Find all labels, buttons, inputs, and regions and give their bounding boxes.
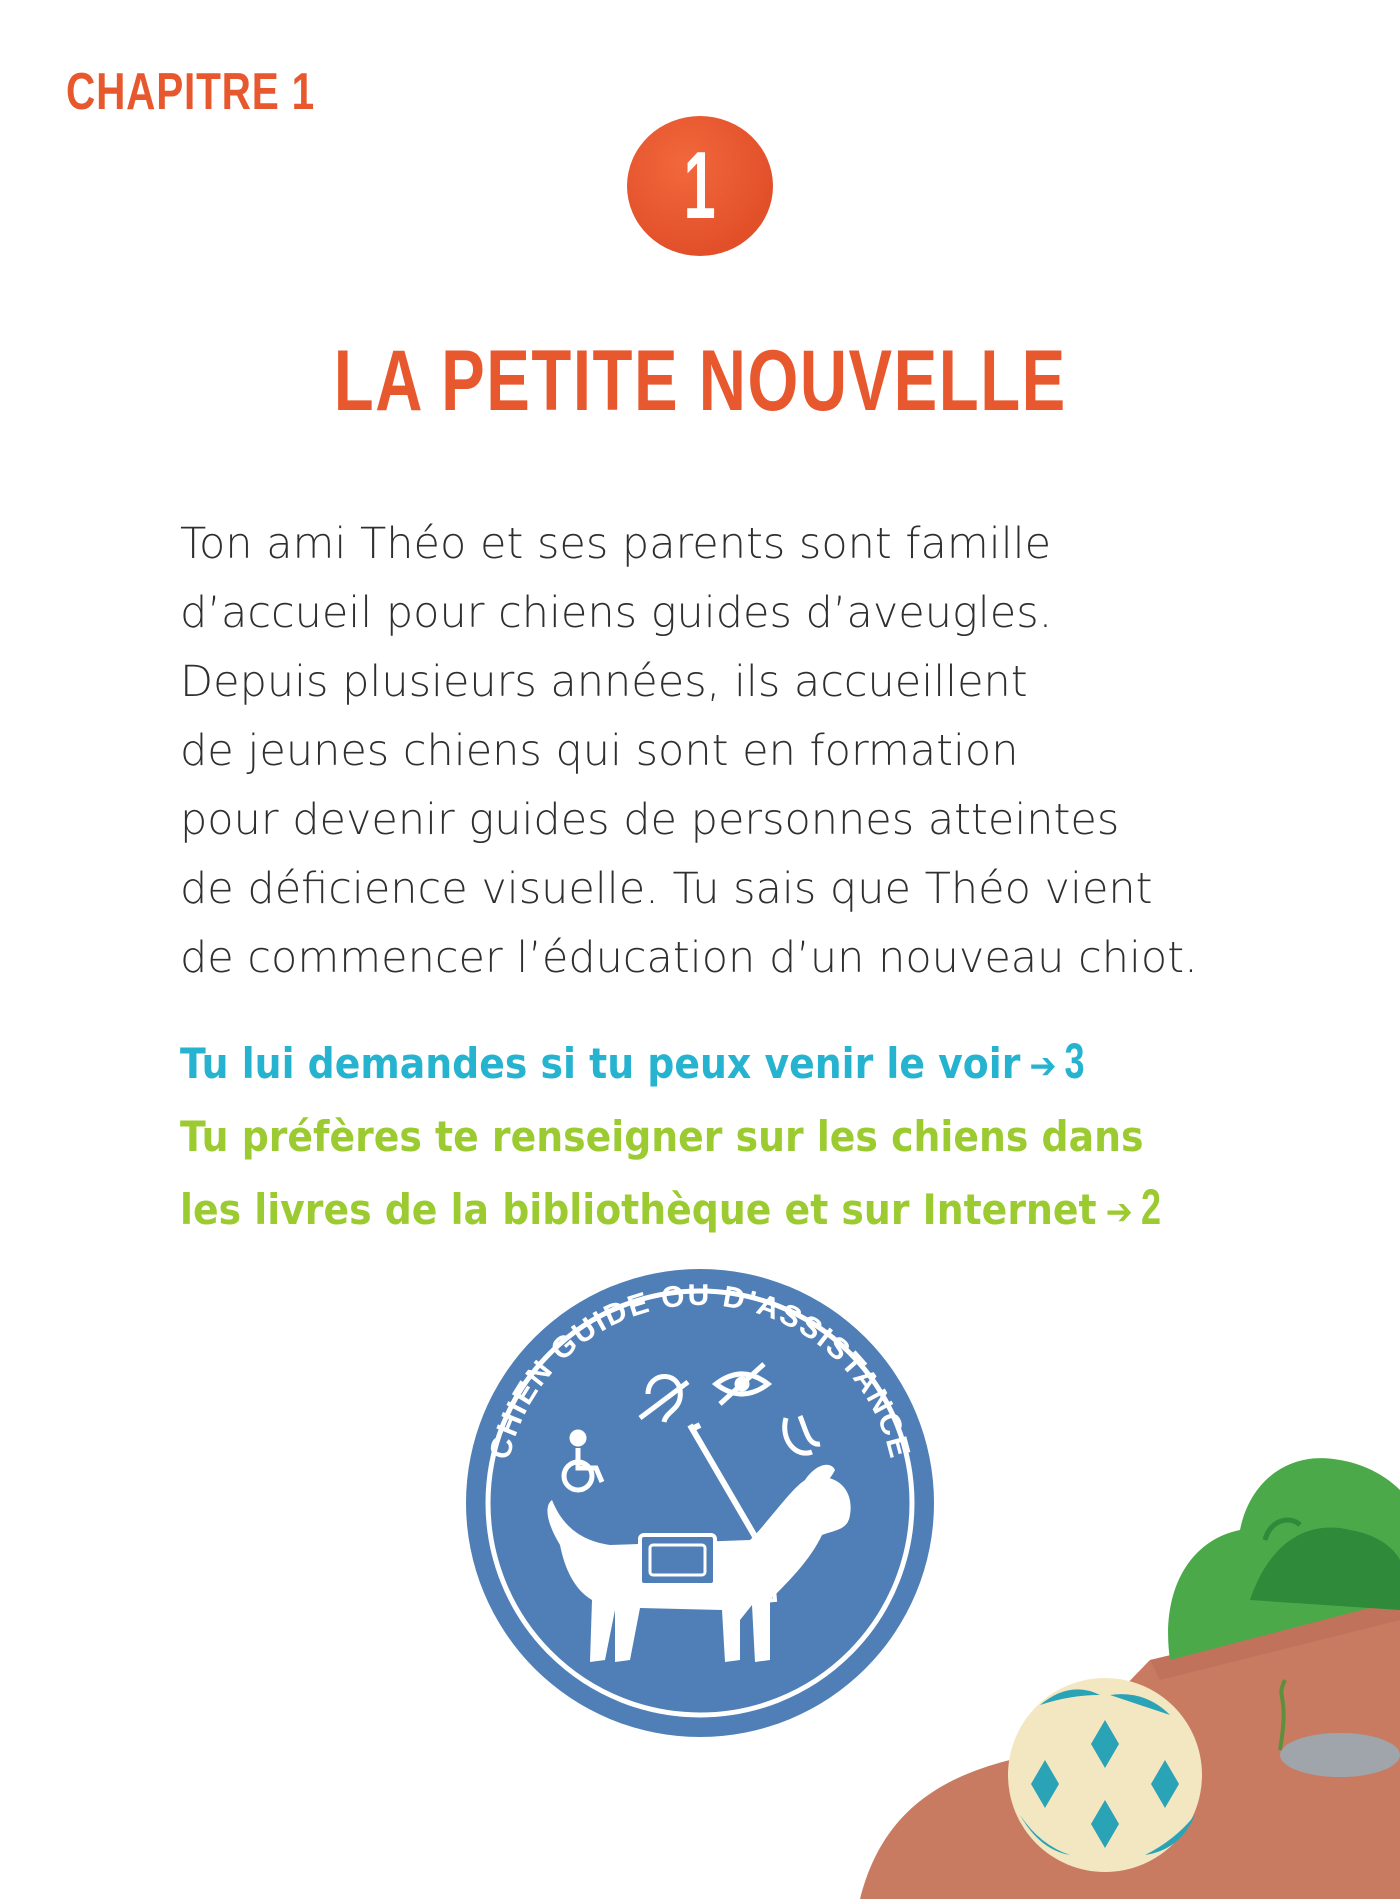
arrow-right-icon: ➔ <box>1029 1046 1057 1087</box>
choice-text: Tu lui demandes si tu peux venir le voir <box>180 1039 1021 1088</box>
story-line: de jeunes chiens qui sont en formation <box>180 726 1019 776</box>
story-line: Ton ami Théo et ses parents sont famille <box>180 519 1052 569</box>
badge-text: CHIEN GUIDE OU D’ASSISTANCE <box>483 1278 917 1463</box>
assistance-dog-badge <box>466 1269 934 1737</box>
story-line: de déficience visuelle. Tu sais que Théo vient <box>180 864 1153 914</box>
choice-text: les livres de la bibliothèque et sur Internet <box>180 1185 1097 1234</box>
chapter-title-text: LA PETITE NOUVELLE <box>333 333 1067 429</box>
story-line: pour devenir guides de personnes atteintes <box>180 795 1120 845</box>
choice-text: Tu préfères te renseigner sur les chiens dans <box>180 1112 1144 1161</box>
choice-target: 2 <box>1140 1179 1161 1235</box>
chapter-number: 1 <box>683 132 717 239</box>
ball <box>1008 1678 1202 1872</box>
story-line: Depuis plusieurs années, ils accueillent <box>180 657 1028 707</box>
story-line: de commencer l’éducation d’un nouveau chiot. <box>180 933 1198 983</box>
stone <box>1280 1733 1400 1777</box>
chapter-label: CHAPITRE 1 <box>66 63 315 121</box>
story-line: d’accueil pour chiens guides d’aveugles. <box>180 588 1053 638</box>
arrow-right-icon: ➔ <box>1105 1192 1133 1233</box>
choice-target: 3 <box>1064 1033 1085 1089</box>
